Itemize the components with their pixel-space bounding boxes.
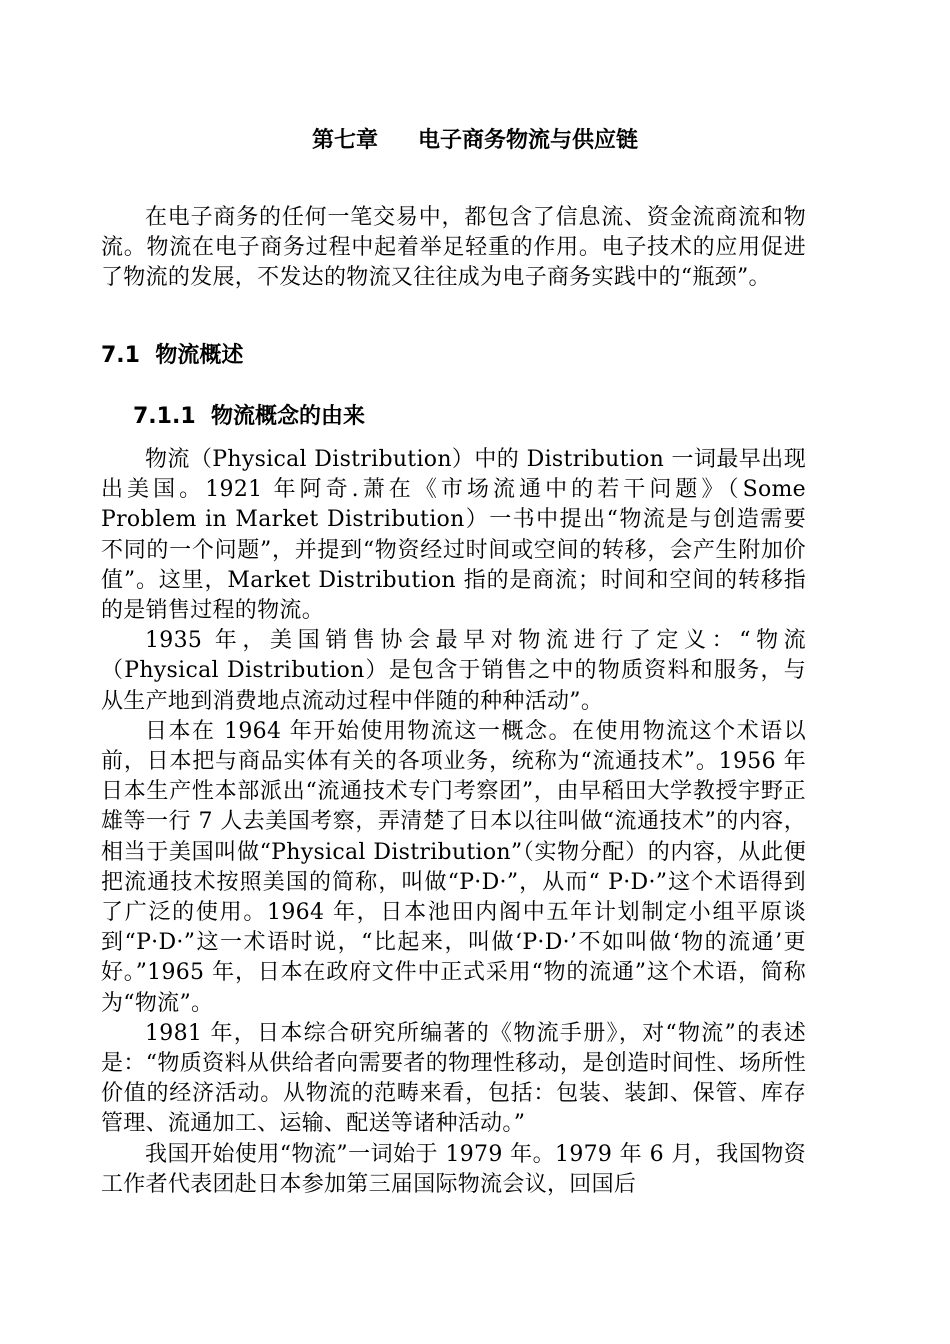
subsection-title: 物流概念的由来 (210, 404, 365, 429)
intro-paragraph: 在电子商务的任何一笔交易中，都包含了信息流、资金流商流和物流。物流在电子商务过程中起着举足轻重的作用。电子技术的应用促进了物流的发展，不发达的物流又往往成为电子商务实践中的“瓶颈”。 (101, 205, 806, 291)
chapter-number: 第七章 (311, 128, 378, 153)
paragraph-1981: 1981 年，日本综合研究所编著的《物流手册》，对“物流”的表述是：“物质资料从供给者向需要者的物理性移动，是创造时间性、场所性价值的经济活动。从物流的范畴来看，包括：包装、装卸、保管、库存管理、流通加工、运输、配送等诸种活动。” (101, 1020, 806, 1137)
paragraph-1935: 1935 年，美国销售协会最早对物流进行了定义：“物流（Physical Distribution）是包含于销售之中的物质资料和服务，与从生产地到消费地点流动过程中伴随的种种活动”。 (101, 628, 806, 714)
intro-block (101, 203, 806, 294)
section-title: 物流概述 (155, 343, 244, 368)
subsection-heading-block (101, 402, 806, 432)
section-number: 7.1 (101, 343, 140, 368)
paragraph-china-1979: 我国开始使用“物流”一词始于 1979 年。1979 年 6 月，我国物资工作者代表团赴日本参加第三届国际物流会议，回国后 (101, 1141, 806, 1197)
chapter-name: 电子商务物流与供应链 (418, 128, 639, 153)
section-heading-block (101, 341, 806, 371)
body-text (101, 445, 806, 1200)
chapter-title (0, 124, 950, 158)
paragraph-origin: 物流（Physical Distribution）中的 Distribution 一词最早出现出美国。1921 年阿奇.萧在《市场流通中的若干问题》（Some Problem in Market Distribution）一书中提出“物流是与创造需要不同的一个问题”，并提到“物资经过时间或空间的转移，会产生附加价值”。这里，Market Distribution 指的是商流；时间和空间的转移指的是销售过程的物流。 (101, 447, 806, 624)
section-heading (101, 341, 806, 371)
subsection-number: 7.1.1 (133, 404, 196, 429)
subsection-heading (101, 402, 806, 432)
paragraph-japan-1964: 日本在 1964 年开始使用物流这一概念。在使用物流这个术语以前，日本把与商品实体有关的各项业务，统称为“流通技术”。1956 年日本生产性本部派出“流通技术专门考察团”，由早稻田大学教授宇野正雄等一行 7 人去美国考察，弄清楚了日本以往叫做“流通技术”的内容，相当于美国叫做“Physical Distribution”（实物分配）的内容，从此便把流通技术按照美国的简称，叫做“P·D·”，从而“ P·D·”这个术语得到了广泛的使用。1964 年，日本池田内阁中五年计划制定小组平原谈到“P·D·”这一术语时说，“比起来，叫做‘P·D·’不如叫做‘物的流通’更好。”1965 年，日本在政府文件中正式采用“物的流通”这个术语，简称为“物流”。 (101, 718, 806, 1016)
